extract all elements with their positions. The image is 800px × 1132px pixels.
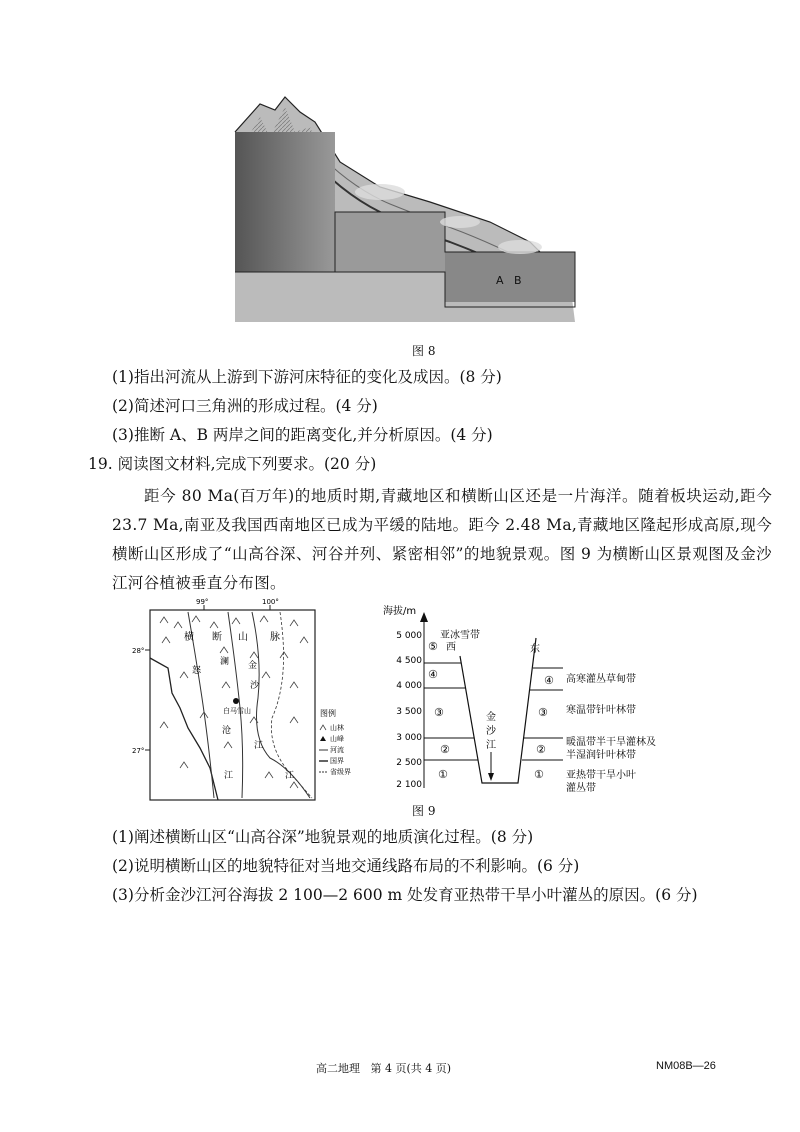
west-label: 西 bbox=[446, 642, 456, 653]
q18-part-3: (3)推断 A、B 两岸之间的距离变化,并分析原因。(4 分) bbox=[112, 426, 493, 444]
q19-material: 距今 80 Ma(百万年)的地质时期,青藏地区和横断山区还是一片海洋。随着板块运动,距今 23.7 Ma,南亚及我国西南地区已成为平缓的陆地。距今 2.48 Ma,青藏地区隆起形成高原,现今横断山区形成了“山高谷深、河谷并列、紧密相邻”的地貌景观。图 9 为横断山区景观图及金沙江河谷植被垂直分布图。 bbox=[112, 487, 772, 592]
river-block-diagram bbox=[230, 92, 580, 332]
q19-part-3: (3)分析金沙江河谷海拔 2 100—2 600 m 处发育亚热带干旱小叶灌丛的原因。(6 分) bbox=[112, 886, 698, 904]
peak-label: 白马雪山 bbox=[223, 707, 251, 715]
east-label: 东 bbox=[530, 644, 540, 655]
map-label-duan: 断 bbox=[212, 632, 222, 643]
river-label-jiang: 江 bbox=[486, 740, 496, 751]
map-label-cang: 沧 bbox=[222, 726, 232, 736]
map-label-mai: 脉 bbox=[270, 632, 280, 643]
figure-9-map bbox=[132, 598, 375, 808]
q19-part-2: (2)说明横断山区的地貌特征对当地交通线路布局的不利影响。(6 分) bbox=[112, 857, 580, 875]
y-tick-4500: 4 500 bbox=[396, 656, 422, 666]
zone-2-label-line1: 暖温带半干旱灌林及 bbox=[566, 737, 656, 748]
figure-8-caption: 图 8 bbox=[412, 344, 436, 358]
west-zone-5: ⑤ bbox=[428, 640, 438, 653]
legend-title: 图例 bbox=[320, 709, 336, 718]
map-label-sha: 沙 bbox=[250, 681, 260, 691]
zone-5-label: 亚冰雪带 bbox=[440, 630, 480, 641]
east-zone-4: ④ bbox=[544, 674, 554, 687]
zone-3-label: 寒温带针叶林带 bbox=[566, 705, 636, 716]
y-tick-5000: 5 000 bbox=[396, 631, 422, 641]
q18-part-1: (1)指出河流从上游到下游河床特征的变化及成因。(8 分) bbox=[112, 368, 502, 386]
y-axis-arrow-icon bbox=[420, 612, 428, 622]
y-axis-label: 海拔/m bbox=[383, 606, 417, 617]
lon-100: 100° bbox=[262, 598, 279, 606]
zone-1-label-line1: 亚热带干旱小叶 bbox=[566, 770, 636, 781]
q18-part-2: (2)简述河口三角洲的形成过程。(4 分) bbox=[112, 397, 378, 415]
footer-code: NM08B—26 bbox=[656, 1060, 716, 1072]
map-label-heng: 横 bbox=[184, 632, 194, 643]
west-zone-1: ① bbox=[438, 768, 448, 781]
east-zone-3: ③ bbox=[538, 706, 548, 719]
figure-9-caption: 图 9 bbox=[412, 804, 436, 818]
legend-item-5: 省级界 bbox=[330, 768, 351, 776]
lon-99: 99° bbox=[196, 598, 209, 606]
footer-page-info: 高二地理 第 4 页(共 4 页) bbox=[316, 1062, 452, 1075]
map-label-shan: 山 bbox=[238, 632, 248, 643]
map-label-lan: 澜 bbox=[220, 657, 230, 667]
east-zone-2: ② bbox=[536, 743, 546, 756]
y-tick-3500: 3 500 bbox=[396, 707, 422, 717]
y-tick-3000: 3 000 bbox=[396, 733, 422, 743]
west-zone-3: ③ bbox=[434, 706, 444, 719]
legend-item-4: 国界 bbox=[330, 757, 344, 765]
y-tick-4000: 4 000 bbox=[396, 681, 422, 691]
legend-item-3: 河流 bbox=[330, 746, 344, 754]
legend-mountain-icon bbox=[320, 725, 326, 730]
west-zone-4: ④ bbox=[428, 668, 438, 681]
zone-1-label-line2: 灌丛带 bbox=[566, 783, 596, 794]
map-label-nu: 怒 bbox=[192, 666, 202, 676]
figure-9-profile bbox=[378, 598, 698, 798]
legend-peak-icon bbox=[320, 736, 326, 741]
q19-heading: 19. 阅读图文材料,完成下列要求。(20 分) bbox=[88, 455, 377, 473]
river-label-jin: 金 bbox=[486, 712, 496, 723]
figure-8 bbox=[230, 92, 580, 332]
map-label-jiang-2: 江 bbox=[224, 771, 234, 781]
legend-item-2: 山峰 bbox=[330, 735, 344, 743]
lat-27: 27° bbox=[132, 747, 145, 755]
map-label-jiang-3: 江 bbox=[285, 771, 295, 781]
legend-item-1: 山林 bbox=[330, 724, 344, 732]
east-zone-1: ① bbox=[534, 768, 544, 781]
y-tick-2100: 2 100 bbox=[396, 780, 422, 790]
label-a: A bbox=[496, 274, 504, 287]
q19-part-1: (1)阐述横断山区“山高谷深”地貌景观的地质演化过程。(8 分) bbox=[112, 828, 534, 846]
map-label-jiang-1: 江 bbox=[254, 741, 264, 751]
y-tick-2500: 2 500 bbox=[396, 758, 422, 768]
valley-profile bbox=[460, 638, 536, 783]
zone-2-label-line2: 半湿润针叶林带 bbox=[566, 750, 636, 761]
label-b: B bbox=[514, 274, 522, 287]
lat-28: 28° bbox=[132, 647, 145, 655]
west-zone-2: ② bbox=[440, 743, 450, 756]
map-label-jin: 金 bbox=[248, 661, 258, 671]
river-label-sha: 沙 bbox=[486, 726, 496, 737]
zone-4-label: 高寒灌丛草甸带 bbox=[566, 674, 636, 685]
